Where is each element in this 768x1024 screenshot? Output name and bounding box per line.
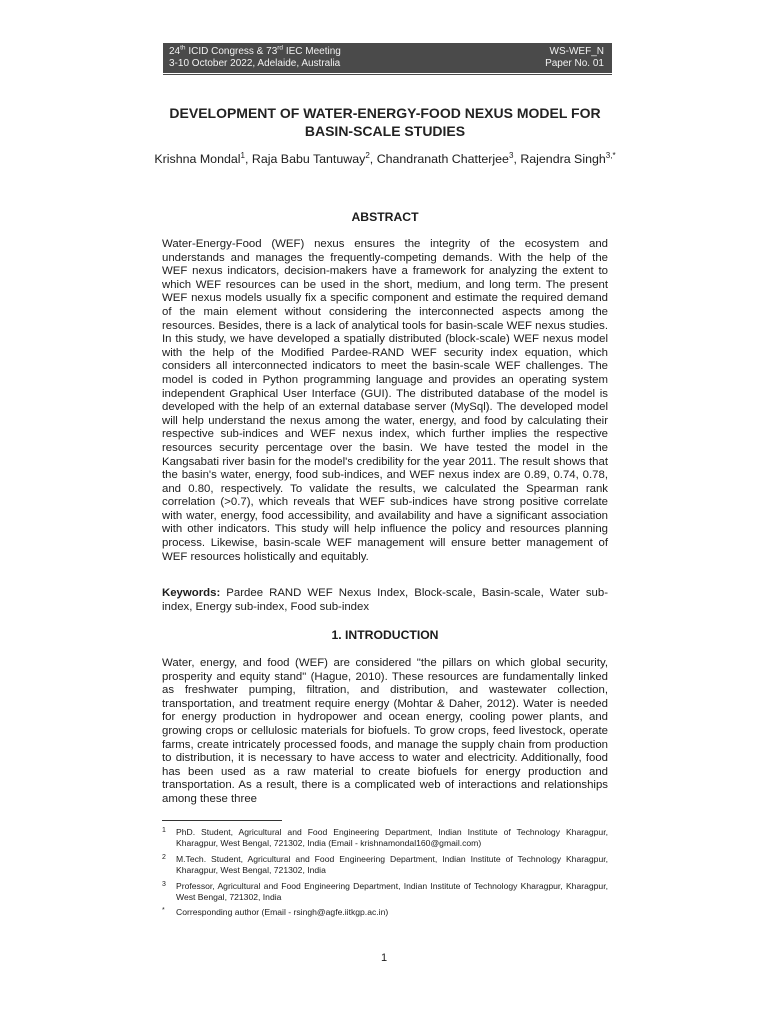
footnote: [162, 881, 608, 904]
footnote: [162, 854, 608, 877]
author-affiliation-mark: 3,*: [605, 150, 616, 160]
paper-title: DEVELOPMENT OF WATER-ENERGY-FOOD NEXUS MODEL FOR BASIN-SCALE STUDIES: [169, 105, 601, 139]
keywords-text: Pardee RAND WEF Nexus Index, Block-scale, Basin-scale, Water sub-index, Energy sub-index, Food sub-index: [162, 587, 608, 613]
footnote-text: Professor, Agricultural and Food Engineering Department, Indian Institute of Technology Kharagpur, Kharagpur, West Bengal, 721302, India: [176, 880, 608, 903]
author-affiliation-mark: 2: [365, 150, 370, 160]
conference-title-part: ICID Congress & 73: [185, 46, 278, 57]
keywords: [162, 587, 608, 614]
footnote-divider: [162, 820, 282, 821]
header-divider: [163, 74, 612, 75]
paper-id: [545, 46, 604, 70]
introduction-heading: 1. INTRODUCTION: [331, 628, 439, 642]
footnote-mark: *: [162, 907, 165, 915]
conference-date-location: 3-10 October 2022, Adelaide, Australia: [169, 58, 341, 69]
footnote-text: M.Tech. Student, Agricultural and Food Engineering Department, Indian Institute of Technology Kharagpur, Kharagpur, West Bengal, 721302, India: [176, 853, 608, 876]
conference-name: [169, 46, 341, 58]
footnote-mark: 1: [162, 827, 166, 834]
author-name: Krishna Mondal: [154, 152, 241, 166]
page-number: 1: [380, 952, 388, 964]
author-list: Krishna Mondal$^1$, Raja Babu Tantuway$^2$, Chandranath Chatterjee$^3$, Rajendra Singh$^{3,*}$: [154, 150, 616, 166]
conference-header-bar: [163, 43, 612, 73]
keywords-label: Keywords:: [162, 587, 221, 599]
abstract-text: Water-Energy-Food (WEF) nexus ensures the integrity of the ecosystem and understands and manages the frequently-competing demands. With the help of the WEF nexus indicators, decision-makers have a framework for analyzing the extent to which WEF resources can be used in the short, medium, and long term. The present WEF nexus models usually fix a specific component and estimate the required demand of the main element without considering the interconnected aspects among the resources. Besides, there is a lack of analytical tools for basin-scale WEF nexus studies. In this study, we have developed a spatially distributed (block-scale) WEF nexus model with the help of the Modified Pardee-RAND WEF security index equation, which considers all interconnected indicators to meet the basin-scale WEF challenges. The model is coded in Python programming language and provides an operating system independent Graphical User Interface (GUI). The distributed database of the model is developed with the help of an external database server (MySql). The developed model will help understand the nexus among the water, energy, and food by calculating their respective sub-indices and WEF nexus index, which further implies the respective resources security percentage over the basin. We have tested the model in the Kangsabati river basin for the model's credibility for the year 2011. The result shows that the basin's water, energy, food sub-indices, and WEF nexus index are 0.89, 0.74, 0.78, and 0.80, respectively. To validate the results, we calculated the Spearman rank correlation (>0.7), which reveals that WEF sub-indices have strong positive correlate with water, energy, food accessibility, and availability and have a significant association with other indicators. This study will help influence the policy and resources planning process. Likewise, basin-scale WEF management will ensure better management of WEF resources holistically and equitably.: [162, 238, 608, 563]
footnote-mark: 2: [162, 853, 166, 861]
ordinal-suffix: th: [180, 44, 186, 52]
ordinal-suffix: rd: [277, 44, 284, 52]
footnote-list: [162, 827, 608, 923]
introduction-text: Water, energy, and food (WEF) are considered "the pillars on which global security, prosperity and equity stand" (Hague, 2010). These resources are fundamentally linked as freshwater pumping, filtration, and distribution, and wastewater collection, transportation, and treatment require energy (Mohtar & Daher, 2012). Water is needed for energy production in hydropower and ocean energy, cooling power plants, and growing crops or cellulosic materials for biofuels. To grow crops, feed livestock, operate farms, create intricately processed foods, and manage the supply chain from production to distribution, it is necessary to have access to water and electricity. Additionally, food has been used as a raw material to create biofuels for energy production and transportation. As a result, there is a complicated web of interactions and relationships among these three: [162, 657, 608, 805]
author-name: Raja Babu Tantuway: [251, 152, 366, 166]
paper-code: WS-WEF_N: [549, 46, 604, 57]
footnote-text: Corresponding author (Email - rsingh@agfe.iitkgp.ac.in): [176, 907, 389, 918]
footnote-mark: 3: [162, 880, 166, 888]
footnote-text: PhD. Student, Agricultural and Food Engineering Department, Indian Institute of Technology Kharagpur, Kharagpur, West Bengal, 721302, India (Email - krishnamondal160@gmail.com): [176, 827, 608, 849]
abstract-heading: ABSTRACT: [351, 210, 419, 224]
author-name: Rajendra Singh: [520, 152, 606, 166]
footnote: [162, 907, 608, 918]
author-affiliation-mark: 1: [240, 150, 245, 160]
author-affiliation-mark: 3: [508, 150, 514, 160]
meeting-title-part: IEC Meeting: [283, 46, 341, 57]
author-name: Chandranath Chatterjee: [376, 152, 509, 166]
conference-info: [169, 46, 341, 70]
paper-number: Paper No. 01: [545, 58, 604, 69]
conference-number: 24: [169, 46, 181, 57]
footnote: [162, 827, 608, 850]
